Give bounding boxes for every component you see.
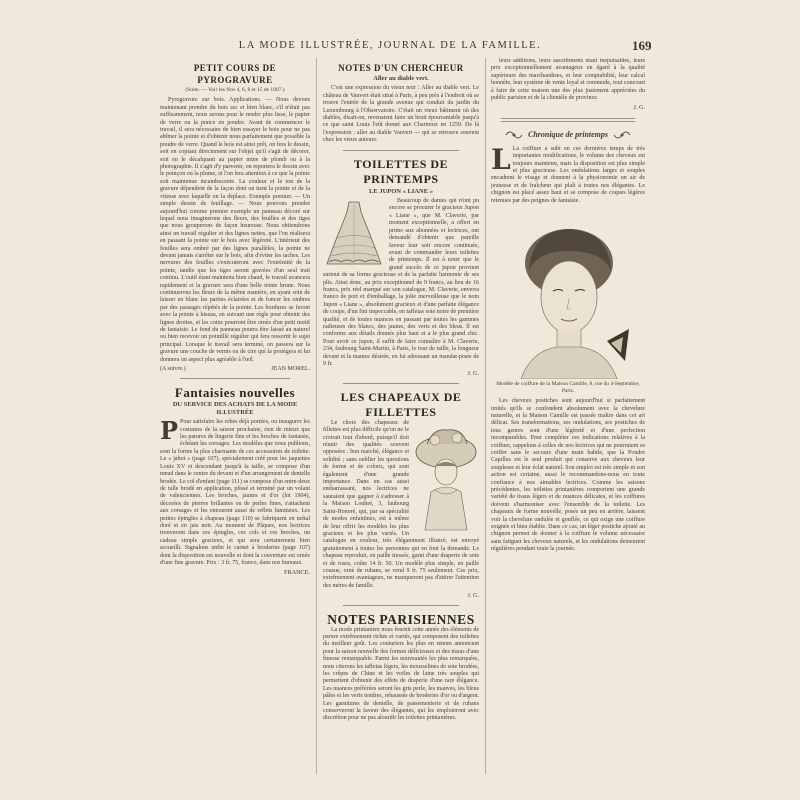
section-divider: [343, 150, 459, 151]
fantaisies-heading: Fantaisies nouvelles: [174, 385, 296, 401]
column-rule: [485, 58, 486, 774]
continued-text: leurs additions, leurs assortiments étant inépuisables, leurs prix exceptionnellement avantageux en égard à la qualité supérieure des marchandises, et leur comptabilité, leur calcul honnête, leur système de vente loyal et commode, tout concourt à faire de cette maison une des plus justement appréciées du public parisien et de la clientèle de province.: [491, 58, 645, 102]
continued-note: (A suivre.): [160, 366, 186, 373]
ornament-icon: [504, 128, 524, 142]
section-divider: [343, 605, 459, 606]
continued-signature: J. G.: [633, 104, 645, 112]
pyrogravure-signoff: [160, 366, 310, 373]
fantaisies-signature: FRANCE.: [284, 569, 310, 577]
section-divider: [180, 378, 290, 379]
column-rule: [316, 58, 317, 774]
parisiennes-text: La mode printanière nous fournit cette année des éléments de parure extrêmement riches et variés, qui composent des toilettes du meilleur goût. Les couturiers les plus en renom annoncent pour la saison nouvelle des formes délicieuses et des tissus d'une finesse remarquable. Parmi les nouveautés les plus remarquées, nous citerons les taffetas légers, les mousselines de soie brodées, les crêpes de Chine et les voiles de laine très souples qui permettent d'obtenir des effets de draperie d'une rare élégance. Les nuances préférées seront les gris perle, les mauves, les bleus pâles et les verts tendres, rehaussés de broderies d'or ou d'argent. Les garnitures de dentelle, de passementerie et de rubans conserveront la faveur des élégantes, qui les emploieront avec discrétion pour ne pas alourdir les toilettes printanières.: [323, 626, 479, 722]
pyrogravure-text: Pyrogravure sur bois. Applications. — Nous devons maintenant prendre du bois sec et bien blanc, s'il n'était pas suffisamment, nous serons pour le rendre plus lisse, le papier de verre ou la ponce en poudre. Avant de commencer le travail, il sera nécessaire de bien essayer le bois pour ne pas abîmer la pointe et d'obtenir nous parfaitement que possible la poudre de verre. Quand le bois est ainsi prêt, on fera le dessin, soit en copiant directement sur l'objet qu'il s'agit de décorer, soit en le décalquant au papier mine de plomb ou à la photographie. Il s'agit d'y parvenir, on reportera le dessin avec le poinçon ou la plume, et l'on fera attention à ce que la pointe soit maintenue incandescente. La couleur et le ton de la gravure dépendent de la façon dont on tient la pointe et de la vitesse avec laquelle on la déplace. Exemple premier. — Un simple dessin de feuillage. — Nous pouvons prendre aujourd'hui comme premier exemple un panneau décoré sur lequel nous imaginerons des fleurs, des feuilles et des tiges que nous grouperons de façon heureuse. Nous obtiendrons ainsi un travail régulier et des lignes nettes, que l'on réalisera en passant la pointe sur le bois avec légèreté. L'intérieur des feuilles sera ombré par des lignes parallèles, la pointe ne devant jamais s'arrêter sur le bois, afin d'éviter les taches. Les nervures des feuilles s'exécuteront avec l'extrémité de la pointe, tandis que les tiges seront gravées d'un seul trait continu. L'outil étant maintenu bien chaud, le travail avancera rapidement et la gravure sera d'une belle teinte brune. Nous continuerons les fleurs de la même manière, en ayant soin de laisser en blanc les parties éclairées et de foncer les ombres par des passages répétés de la pointe. Les bordures se feront avec la pointe à biseau, en suivant une règle pour obtenir des lignes droites, et les coins pourront être ornés d'un petit motif de fantaisie. Le fond du panneau pourra être laissé au naturel ou bien recevoir un pointillé régulier qui fera ressortir le sujet principal. Lorsque le travail sera terminé, on passera sur la gravure une couche de vernis ou de cire qui la protégera et lui donnera un aspect plus agréable à l'œil.: [160, 97, 310, 363]
toilettes-text: Beaucoup de dames qui n'ont pu encore se procurer le gracieux Jupon « Liane », que M. Claverie, par moment exceptionnelle, a offert en prime aux abonnées et lectrices, ont demandé d'obtenir que pareille faveur leur soit encore continuée, avant de commander leurs toilettes de printemps. Il est à noter que le grand succès de ce jupon provient surtout de sa forme gracieuse et de la parfaite harmonie de ses plis. Ainsi donc, au prix exceptionnel de 9 francs, au lieu de 16 francs, prix réel marqué sur son catalogue, M. Claverie, enverra franco de port et d'emballage, la jolie merveilleuse que le nom Jupon « Liane », absolument gracieux et d'une parfaite élégance de coupe, d'un fini impeccable, en taffetas soie noire de première qualité, et de toutes nuances en passant par toutes les gammes radieuses des blancs, des jaunes, des verts et des bleus. Il est conforme aux détails donnés plus haut et a le plus grand chic. Pour avoir ce jupon, il suffit de faire connaître à M. Claverie, 234, faubourg Saint-Martin, à Paris, le tour de taille, la longueur devant et la nuance désirée, en lui adressant un mandat-poste de 9 fr.: [323, 198, 479, 367]
chronique-banner: [491, 128, 645, 142]
fantaisies-body: Pour satisfaire les robes déjà portées, ou inaugurer les costumes de la saison prochaine, rien de mieux que les parures de lingerie fine et les broches de fantaisie, échéant les corsages. Les modèles que nous publions, sont la forme la plus charmante de ces accessoires de toilette. Le « jabot » (page 107), spécialement créé pour les jaquettes Louis XV et descendant jusqu'à la taille, se compose d'un nœud dans le centre du devant et d'un arrangement de dentelle brodée. Le col d'enfant (page 111) se compose d'un entre-deux de tulle brodé en application, plissé et terminé par un volant de valenciennes. Les broches, jaunes et d'or (lot 1904), décorées de pierres brillantes ou de perles fines, s'attachent aux corsages et les entourent aussi de reflets lumineux. Les petites épingles à chapeau (page 110) se fabriquent en métal doré et en jais noir. Au moment de Pâques, nos lectrices trouveront dans ces épingles, ces cols et ces broches, un cadeau simple gracieux, et qui sera certainement bien accueilli. Signalons enfin le carnet à broderies (page 107) dont la disposition est nouvelle et dont la couverture est ornée d'une fine gravure. Prix : 3 fr. 75, franco, dans nos bureaux.: [160, 419, 310, 566]
chercheur-text: C'est une expression du vieux noir : Aller au diable vert. Le château de Vauvert était situé à Paris, à peu près à l'endroit où se trouve l'entrée de la grande avenue qui conduit du jardin du Luxembourg à l'Observatoire. C'était un vieux bâtiment où des diables, disait-on, revenaient faire un bruit épouvantable jusqu'à ce que saint Louis l'eût donné aux Chartreux en 1259. De là l'expression : aller au diable Vauvert — qui se retrouve souvent chez les vieux auteurs.: [323, 85, 479, 144]
portrait-caption: Modèle de coiffure de la Maison Camille, 8, rue du 4-Septembre, Paris.: [496, 381, 640, 394]
chapeaux-text: Le choix des chapeaux de fillettes est plus difficile qu'on ne le croirait tout d'abord, puisqu'il doit réunir des qualités souvent opposées : bon marché, élégance et solidité ; sans oublier les questions de forme et de coloris, qui sont également d'une grande importance. Dans un cas aussi embarrassant, nos lectrices ne sauraient que gagner à s'adresser à la Maison Loubré, 3, faubourg Saint-Honoré, qui, par sa spécialité de modes enfantines, est à même de leur offrir les modèles les plus gracieux et les plus variés. Un catalogue en couleur, très élégamment illustré, est envoyé gratuitement à toutes les personnes qui en font la demande. Le chapeau reproduit, en paille tressée, garni d'une draperie de soie et de roses, coûte 14 fr. 50. Un modèle plus simple, en paille cousue, orné de rubans, se vend 9 fr. 75 seulement. Ces prix, extrêmement avantageux, ne manqueront pas d'attirer l'attention des mères de famille.: [323, 419, 479, 589]
petticoat-illustration: [323, 198, 385, 268]
fantaisies-text: [160, 416, 310, 567]
pyrogravure-reference: (Suite. — Voir les Nos 4, 6, 8 et 15 de 1907.): [185, 87, 285, 93]
drop-cap-p: P: [160, 416, 179, 446]
running-title: LA MODE ILLUSTRÉE, JOURNAL DE LA FAMILLE.: [238, 40, 542, 51]
column-middle: [323, 58, 479, 774]
chronique-heading: Chronique de printemps: [527, 130, 608, 140]
ornament-icon: [612, 128, 632, 142]
fantaisies-subheading: DU SERVICE DES ACHATS DE LA MODE ILLUSTRÉE: [172, 401, 298, 416]
chercheur-subheading: Aller au diable vert.: [373, 75, 429, 82]
chapeaux-signature: J. G.: [467, 592, 479, 600]
girl-hat-illustration: [413, 422, 479, 532]
chapeaux-heading: LES CHAPEAUX DE FILLETTES: [340, 389, 462, 419]
toilettes-subheading: LE JUPON « LIANE »: [369, 187, 433, 195]
drop-cap-l: L: [491, 142, 511, 176]
toilettes-signature: J. G.: [467, 370, 479, 378]
chronique-text: [491, 142, 645, 205]
section-divider: [343, 383, 459, 384]
page-number: 169: [632, 38, 652, 53]
column-left: [160, 58, 310, 774]
parisiennes-heading: NOTES PARISIENNES: [327, 611, 475, 627]
chronique-body: La coiffure a subi en ces dernières temps de très importantes modifications, le volume des cheveux est toujours maintenu, mais la disposition est plus simple et plus gracieuse. Les ondulations larges et souples encadrent le visage et donnent à la physionomie un air de jeunesse et de fraîcheur qui plaît à toutes nos élégantes. Le chignon est placé assez haut et se compose de coques légères retenues par des peignes de fantaisie.: [491, 145, 645, 204]
chercheur-heading: NOTES D'UN CHERCHEUR: [338, 63, 464, 73]
toilettes-heading: TOILETTES DE PRINTEMPS: [353, 156, 449, 186]
pyrogravure-heading: PETIT COURS DE PYROGRAVURE: [193, 63, 277, 85]
coiffure-text: Les cheveux postiches sont aujourd'hui si parfaitement imités qu'ils se confondent absolument avec la chevelure naturelle, et la Maison Camille est passée maître dans cet art délicat. Ses transformations, ses ondulations, ses postiches de tous genres sont d'une légèreté et d'une perfection incomparables. Pour compléter ces indications relatives à la coiffure, rappelons à celles de nos lectrices qui ne pourraient se coiffer sans le secours d'une main habile, que la Poudre Capillus est le seul produit qui conserve aux cheveux leur souplesse et leur éclat naturel. Son emploi est très simple et son action est certaine, aussi le recommandons-nous en toute confiance à nos aimables lectrices. Comme les saisons précédentes, les toilettes printanières comportent une grande variété de tissus légers et de nuances délicates, et les coiffures doivent s'harmoniser avec l'ensemble de la toilette. Les chapeaux de forme nouvelle, posés un peu en arrière, laissent voir la chevelure ondulée et gonflée, ce qui exige une coiffure soignée et bien établie. Dans ce cas, un léger postiche ajouté au chignon permet de donner à la coiffure le volume nécessaire sans fatiguer les cheveux naturels, et les ondulations demeurent régulières pendant toute la journée.: [491, 398, 645, 553]
hairstyle-portrait: [491, 211, 645, 379]
pyrogravure-author: JEAN MOREL.: [271, 366, 310, 373]
column-right: [491, 58, 645, 774]
section-divider: [501, 118, 635, 122]
